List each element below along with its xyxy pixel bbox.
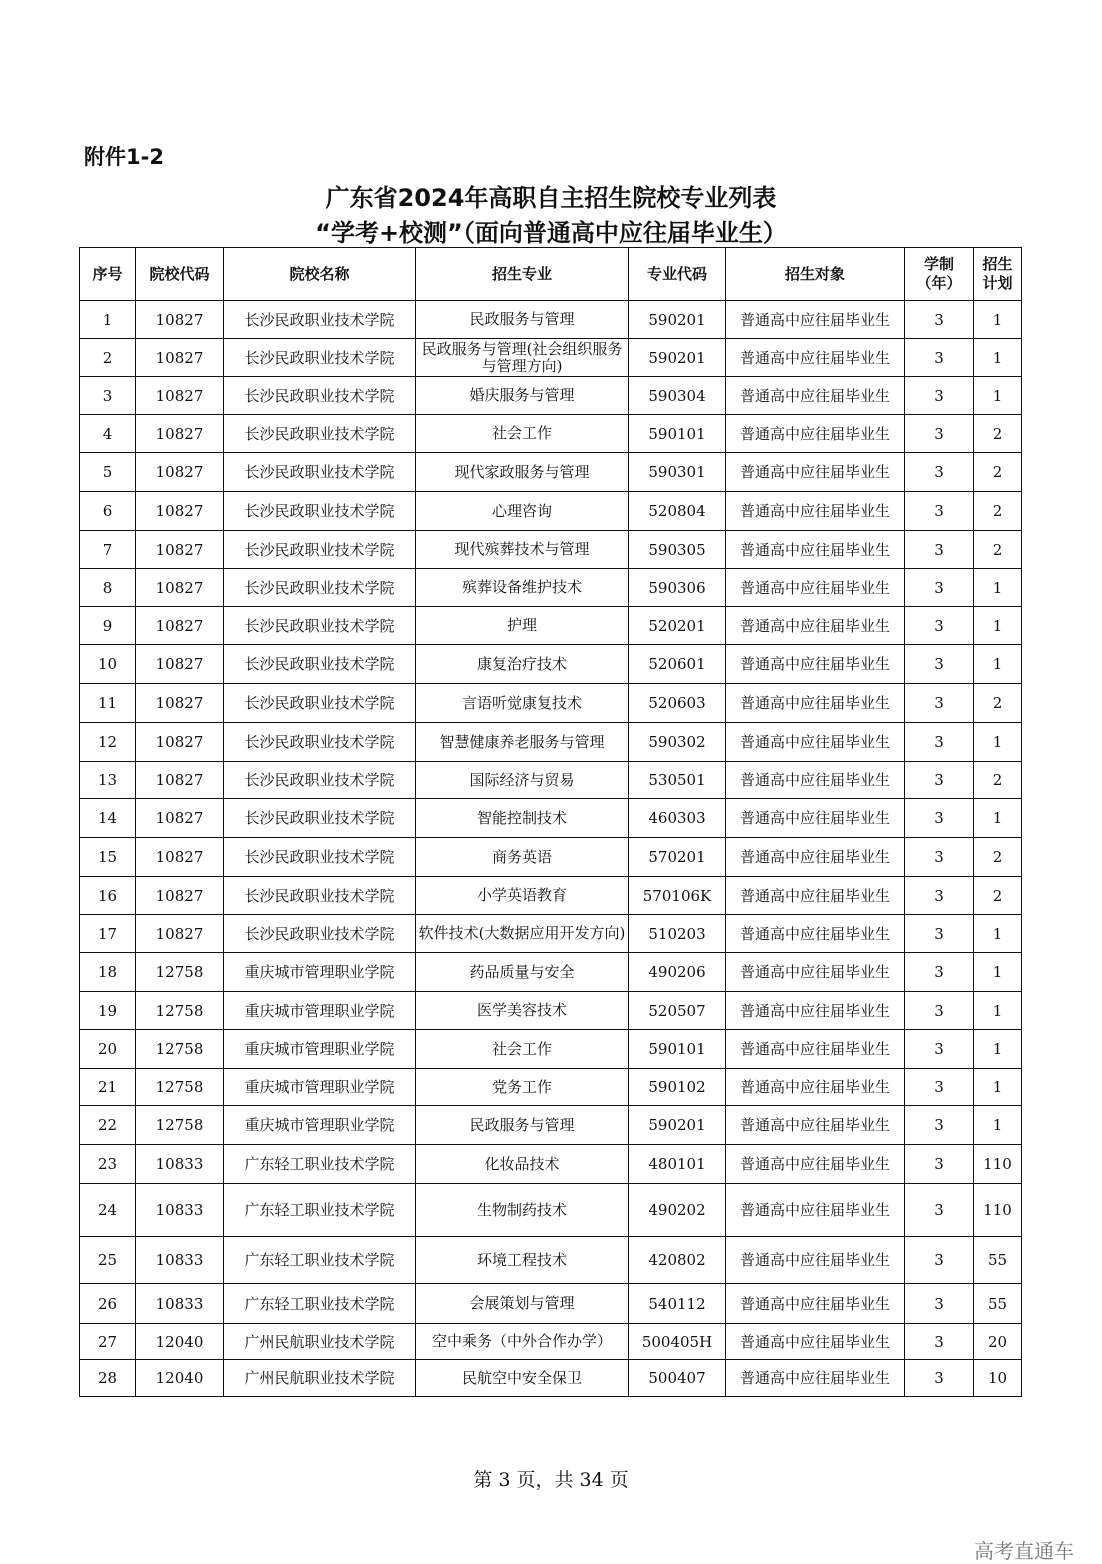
cell-target: 普通高中应往届毕业生 [726, 992, 905, 1030]
cell-major: 康复治疗技术 [416, 645, 629, 684]
cell-major-code: 540112 [629, 1284, 726, 1324]
table-header-row [80, 248, 1022, 301]
cell-major-code: 490206 [629, 953, 726, 992]
cell-duration: 3 [905, 453, 974, 492]
cell-school-code: 10827 [136, 645, 224, 684]
cell-major: 民政服务与管理 [416, 1106, 629, 1145]
cell-school-name: 广东轻工职业技术学院 [224, 1237, 416, 1284]
cell-plan: 2 [974, 762, 1022, 799]
cell-row-index: 2 [80, 339, 136, 377]
cell-row-index: 23 [80, 1145, 136, 1184]
cell-plan: 10 [974, 1360, 1022, 1397]
cell-school-code: 10827 [136, 531, 224, 569]
cell-row-index: 16 [80, 877, 136, 915]
cell-duration: 3 [905, 723, 974, 762]
table-row [80, 645, 1022, 684]
cell-major: 国际经济与贸易 [416, 762, 629, 799]
cell-major: 生物制药技术 [416, 1184, 629, 1237]
cell-row-index: 11 [80, 684, 136, 723]
cell-major-code: 590201 [629, 339, 726, 377]
header-major-code: 专业代码 [629, 248, 726, 301]
table-row [80, 684, 1022, 723]
cell-school-name: 长沙民政职业技术学院 [224, 607, 416, 645]
cell-plan: 1 [974, 1069, 1022, 1106]
cell-school-name: 广州民航职业技术学院 [224, 1324, 416, 1360]
cell-row-index: 5 [80, 453, 136, 492]
cell-school-code: 12758 [136, 953, 224, 992]
cell-plan: 1 [974, 1030, 1022, 1069]
cell-school-code: 10827 [136, 492, 224, 531]
cell-school-code: 10827 [136, 684, 224, 723]
cell-major: 会展策划与管理 [416, 1284, 629, 1324]
table-row [80, 1106, 1022, 1145]
attachment-label: 附件1-2 [84, 145, 164, 169]
header-plan: 招生计划 [974, 248, 1022, 301]
table-row [80, 799, 1022, 838]
cell-plan: 1 [974, 1106, 1022, 1145]
cell-major: 党务工作 [416, 1069, 629, 1106]
cell-target: 普通高中应往届毕业生 [726, 569, 905, 607]
cell-target: 普通高中应往届毕业生 [726, 953, 905, 992]
cell-duration: 3 [905, 953, 974, 992]
cell-duration: 3 [905, 1237, 974, 1284]
cell-school-name: 长沙民政职业技术学院 [224, 723, 416, 762]
cell-target: 普通高中应往届毕业生 [726, 415, 905, 453]
cell-major-code: 500405H [629, 1324, 726, 1360]
cell-major: 空中乘务（中外合作办学） [416, 1324, 629, 1360]
cell-school-name: 长沙民政职业技术学院 [224, 684, 416, 723]
cell-major: 民航空中安全保卫 [416, 1360, 629, 1397]
cell-row-index: 18 [80, 953, 136, 992]
table-row [80, 492, 1022, 531]
cell-plan: 2 [974, 415, 1022, 453]
table-row [80, 1324, 1022, 1360]
cell-school-name: 广东轻工职业技术学院 [224, 1284, 416, 1324]
cell-target: 普通高中应往届毕业生 [726, 301, 905, 339]
cell-target: 普通高中应往届毕业生 [726, 1324, 905, 1360]
cell-row-index: 6 [80, 492, 136, 531]
cell-target: 普通高中应往届毕业生 [726, 915, 905, 953]
cell-school-name: 长沙民政职业技术学院 [224, 877, 416, 915]
table-row [80, 607, 1022, 645]
cell-plan: 1 [974, 723, 1022, 762]
cell-school-name: 长沙民政职业技术学院 [224, 301, 416, 339]
cell-major: 小学英语教育 [416, 877, 629, 915]
cell-school-code: 10833 [136, 1184, 224, 1237]
table-row [80, 915, 1022, 953]
cell-plan: 55 [974, 1237, 1022, 1284]
cell-major-code: 530501 [629, 762, 726, 799]
cell-duration: 3 [905, 569, 974, 607]
cell-school-name: 长沙民政职业技术学院 [224, 569, 416, 607]
cell-row-index: 10 [80, 645, 136, 684]
cell-school-name: 广东轻工职业技术学院 [224, 1145, 416, 1184]
cell-school-name: 长沙民政职业技术学院 [224, 492, 416, 531]
table-row [80, 1184, 1022, 1237]
cell-row-index: 7 [80, 531, 136, 569]
cell-row-index: 25 [80, 1237, 136, 1284]
cell-school-name: 长沙民政职业技术学院 [224, 915, 416, 953]
page-title: 广东省2024年高职自主招生院校专业列表 [325, 184, 777, 212]
cell-row-index: 12 [80, 723, 136, 762]
cell-row-index: 9 [80, 607, 136, 645]
cell-plan: 2 [974, 531, 1022, 569]
table-row [80, 838, 1022, 877]
cell-major-code: 520603 [629, 684, 726, 723]
cell-major-code: 590302 [629, 723, 726, 762]
cell-major: 智能控制技术 [416, 799, 629, 838]
table-row [80, 301, 1022, 339]
cell-duration: 3 [905, 1106, 974, 1145]
cell-row-index: 20 [80, 1030, 136, 1069]
table-row [80, 531, 1022, 569]
header-school-code: 院校代码 [136, 248, 224, 301]
cell-major-code: 590304 [629, 377, 726, 415]
cell-duration: 3 [905, 1360, 974, 1397]
cell-target: 普通高中应往届毕业生 [726, 1145, 905, 1184]
cell-major: 民政服务与管理 [416, 301, 629, 339]
cell-major-code: 590201 [629, 1106, 726, 1145]
cell-duration: 3 [905, 838, 974, 877]
cell-plan: 1 [974, 992, 1022, 1030]
cell-major: 智慧健康养老服务与管理 [416, 723, 629, 762]
table-row [80, 1360, 1022, 1397]
cell-duration: 3 [905, 301, 974, 339]
cell-major: 化妆品技术 [416, 1145, 629, 1184]
cell-major-code: 520601 [629, 645, 726, 684]
cell-plan: 2 [974, 492, 1022, 531]
cell-duration: 3 [905, 1284, 974, 1324]
cell-major-code: 570201 [629, 838, 726, 877]
admissions-table [79, 247, 1022, 1397]
cell-school-name: 重庆城市管理职业学院 [224, 1030, 416, 1069]
table-row [80, 415, 1022, 453]
table-row [80, 992, 1022, 1030]
cell-school-code: 12040 [136, 1360, 224, 1397]
cell-target: 普通高中应往届毕业生 [726, 684, 905, 723]
cell-target: 普通高中应往届毕业生 [726, 339, 905, 377]
cell-school-code: 10827 [136, 453, 224, 492]
cell-school-name: 长沙民政职业技术学院 [224, 415, 416, 453]
cell-school-code: 10833 [136, 1284, 224, 1324]
table-row [80, 339, 1022, 377]
cell-duration: 3 [905, 1030, 974, 1069]
cell-duration: 3 [905, 1069, 974, 1106]
cell-target: 普通高中应往届毕业生 [726, 453, 905, 492]
cell-target: 普通高中应往届毕业生 [726, 1284, 905, 1324]
cell-school-code: 10827 [136, 415, 224, 453]
cell-school-name: 长沙民政职业技术学院 [224, 838, 416, 877]
cell-school-code: 12758 [136, 1030, 224, 1069]
cell-school-name: 重庆城市管理职业学院 [224, 992, 416, 1030]
table-row [80, 877, 1022, 915]
cell-major-code: 590305 [629, 531, 726, 569]
cell-major: 社会工作 [416, 1030, 629, 1069]
cell-duration: 3 [905, 915, 974, 953]
cell-school-code: 10827 [136, 838, 224, 877]
cell-major-code: 420802 [629, 1237, 726, 1284]
cell-plan: 110 [974, 1145, 1022, 1184]
cell-plan: 1 [974, 569, 1022, 607]
cell-duration: 3 [905, 339, 974, 377]
cell-plan: 1 [974, 915, 1022, 953]
cell-school-code: 10827 [136, 301, 224, 339]
cell-school-name: 重庆城市管理职业学院 [224, 1106, 416, 1145]
cell-plan: 55 [974, 1284, 1022, 1324]
cell-plan: 1 [974, 339, 1022, 377]
cell-school-code: 10827 [136, 339, 224, 377]
table-row [80, 1069, 1022, 1106]
cell-target: 普通高中应往届毕业生 [726, 645, 905, 684]
cell-major-code: 590102 [629, 1069, 726, 1106]
cell-major: 药品质量与安全 [416, 953, 629, 992]
cell-school-code: 10833 [136, 1237, 224, 1284]
cell-major: 医学美容技术 [416, 992, 629, 1030]
cell-row-index: 14 [80, 799, 136, 838]
cell-target: 普通高中应往届毕业生 [726, 1360, 905, 1397]
cell-row-index: 8 [80, 569, 136, 607]
cell-school-code: 12758 [136, 1069, 224, 1106]
cell-plan: 1 [974, 301, 1022, 339]
cell-duration: 3 [905, 799, 974, 838]
cell-duration: 3 [905, 992, 974, 1030]
cell-plan: 2 [974, 877, 1022, 915]
cell-major: 殡葬设备维护技术 [416, 569, 629, 607]
cell-major-code: 490202 [629, 1184, 726, 1237]
table-row [80, 1237, 1022, 1284]
page-number: 第 3 页，共 34 页 [473, 1469, 629, 1491]
cell-target: 普通高中应往届毕业生 [726, 1184, 905, 1237]
cell-major-code: 570106K [629, 877, 726, 915]
cell-major: 社会工作 [416, 415, 629, 453]
table-row [80, 569, 1022, 607]
header-target: 招生对象 [726, 248, 905, 301]
cell-school-code: 10827 [136, 377, 224, 415]
cell-duration: 3 [905, 877, 974, 915]
cell-school-code: 10833 [136, 1145, 224, 1184]
cell-school-name: 长沙民政职业技术学院 [224, 339, 416, 377]
cell-major: 现代殡葬技术与管理 [416, 531, 629, 569]
cell-duration: 3 [905, 762, 974, 799]
cell-target: 普通高中应往届毕业生 [726, 723, 905, 762]
cell-plan: 2 [974, 684, 1022, 723]
cell-plan: 2 [974, 838, 1022, 877]
cell-school-name: 广州民航职业技术学院 [224, 1360, 416, 1397]
cell-school-code: 12758 [136, 992, 224, 1030]
cell-row-index: 21 [80, 1069, 136, 1106]
cell-school-code: 12758 [136, 1106, 224, 1145]
cell-row-index: 26 [80, 1284, 136, 1324]
cell-target: 普通高中应往届毕业生 [726, 1030, 905, 1069]
cell-major-code: 500407 [629, 1360, 726, 1397]
header-duration: 学制（年） [905, 248, 974, 301]
cell-row-index: 13 [80, 762, 136, 799]
cell-target: 普通高中应往届毕业生 [726, 531, 905, 569]
cell-school-name: 重庆城市管理职业学院 [224, 953, 416, 992]
cell-duration: 3 [905, 1324, 974, 1360]
cell-plan: 1 [974, 799, 1022, 838]
cell-school-name: 长沙民政职业技术学院 [224, 799, 416, 838]
cell-duration: 3 [905, 645, 974, 684]
table-row [80, 1145, 1022, 1184]
cell-school-name: 长沙民政职业技术学院 [224, 531, 416, 569]
cell-target: 普通高中应往届毕业生 [726, 607, 905, 645]
cell-major: 现代家政服务与管理 [416, 453, 629, 492]
cell-major-code: 590201 [629, 301, 726, 339]
cell-target: 普通高中应往届毕业生 [726, 838, 905, 877]
cell-major: 环境工程技术 [416, 1237, 629, 1284]
cell-school-name: 长沙民政职业技术学院 [224, 762, 416, 799]
cell-major-code: 590101 [629, 1030, 726, 1069]
cell-major-code: 520201 [629, 607, 726, 645]
cell-target: 普通高中应往届毕业生 [726, 799, 905, 838]
cell-duration: 3 [905, 607, 974, 645]
cell-school-name: 长沙民政职业技术学院 [224, 645, 416, 684]
cell-row-index: 19 [80, 992, 136, 1030]
cell-major-code: 520507 [629, 992, 726, 1030]
cell-plan: 1 [974, 377, 1022, 415]
header-major: 招生专业 [416, 248, 629, 301]
cell-target: 普通高中应往届毕业生 [726, 1237, 905, 1284]
cell-major: 护理 [416, 607, 629, 645]
cell-major-code: 590306 [629, 569, 726, 607]
cell-duration: 3 [905, 415, 974, 453]
cell-duration: 3 [905, 1184, 974, 1237]
cell-major-code: 510203 [629, 915, 726, 953]
cell-row-index: 17 [80, 915, 136, 953]
cell-school-code: 10827 [136, 569, 224, 607]
table-row [80, 723, 1022, 762]
cell-plan: 110 [974, 1184, 1022, 1237]
cell-school-code: 10827 [136, 723, 224, 762]
cell-target: 普通高中应往届毕业生 [726, 1069, 905, 1106]
cell-row-index: 3 [80, 377, 136, 415]
cell-target: 普通高中应往届毕业生 [726, 877, 905, 915]
cell-school-code: 10827 [136, 799, 224, 838]
cell-major-code: 460303 [629, 799, 726, 838]
cell-duration: 3 [905, 531, 974, 569]
cell-school-code: 10827 [136, 915, 224, 953]
cell-target: 普通高中应往届毕业生 [726, 377, 905, 415]
cell-major: 民政服务与管理(社会组织服务与管理方向) [416, 339, 629, 377]
cell-row-index: 24 [80, 1184, 136, 1237]
cell-row-index: 22 [80, 1106, 136, 1145]
cell-row-index: 1 [80, 301, 136, 339]
cell-plan: 20 [974, 1324, 1022, 1360]
cell-duration: 3 [905, 377, 974, 415]
cell-plan: 1 [974, 607, 1022, 645]
page-subtitle: “学考+校测”（面向普通高中应往届毕业生） [315, 219, 787, 247]
cell-major: 商务英语 [416, 838, 629, 877]
cell-row-index: 4 [80, 415, 136, 453]
cell-duration: 3 [905, 492, 974, 531]
cell-target: 普通高中应往届毕业生 [726, 492, 905, 531]
cell-major: 心理咨询 [416, 492, 629, 531]
table-row [80, 377, 1022, 415]
cell-major: 婚庆服务与管理 [416, 377, 629, 415]
cell-target: 普通高中应往届毕业生 [726, 762, 905, 799]
cell-school-code: 12040 [136, 1324, 224, 1360]
cell-school-name: 广东轻工职业技术学院 [224, 1184, 416, 1237]
cell-duration: 3 [905, 1145, 974, 1184]
cell-school-name: 长沙民政职业技术学院 [224, 453, 416, 492]
cell-school-code: 10827 [136, 607, 224, 645]
table-row [80, 453, 1022, 492]
cell-school-name: 长沙民政职业技术学院 [224, 377, 416, 415]
cell-major-code: 480101 [629, 1145, 726, 1184]
header-index: 序号 [80, 248, 136, 301]
cell-school-name: 重庆城市管理职业学院 [224, 1069, 416, 1106]
cell-duration: 3 [905, 684, 974, 723]
table-row [80, 1030, 1022, 1069]
cell-row-index: 15 [80, 838, 136, 877]
cell-major: 软件技术(大数据应用开发方向) [416, 915, 629, 953]
cell-plan: 1 [974, 645, 1022, 684]
cell-plan: 2 [974, 453, 1022, 492]
cell-major-code: 590101 [629, 415, 726, 453]
cell-major-code: 520804 [629, 492, 726, 531]
cell-school-code: 10827 [136, 762, 224, 799]
table-row [80, 953, 1022, 992]
cell-row-index: 27 [80, 1324, 136, 1360]
cell-plan: 1 [974, 953, 1022, 992]
cell-target: 普通高中应往届毕业生 [726, 1106, 905, 1145]
table-row [80, 762, 1022, 799]
cell-major: 言语听觉康复技术 [416, 684, 629, 723]
cell-major-code: 590301 [629, 453, 726, 492]
cell-school-code: 10827 [136, 877, 224, 915]
table-row [80, 1284, 1022, 1324]
watermark: 高考直通车 [974, 1539, 1074, 1563]
cell-row-index: 28 [80, 1360, 136, 1397]
header-school-name: 院校名称 [224, 248, 416, 301]
